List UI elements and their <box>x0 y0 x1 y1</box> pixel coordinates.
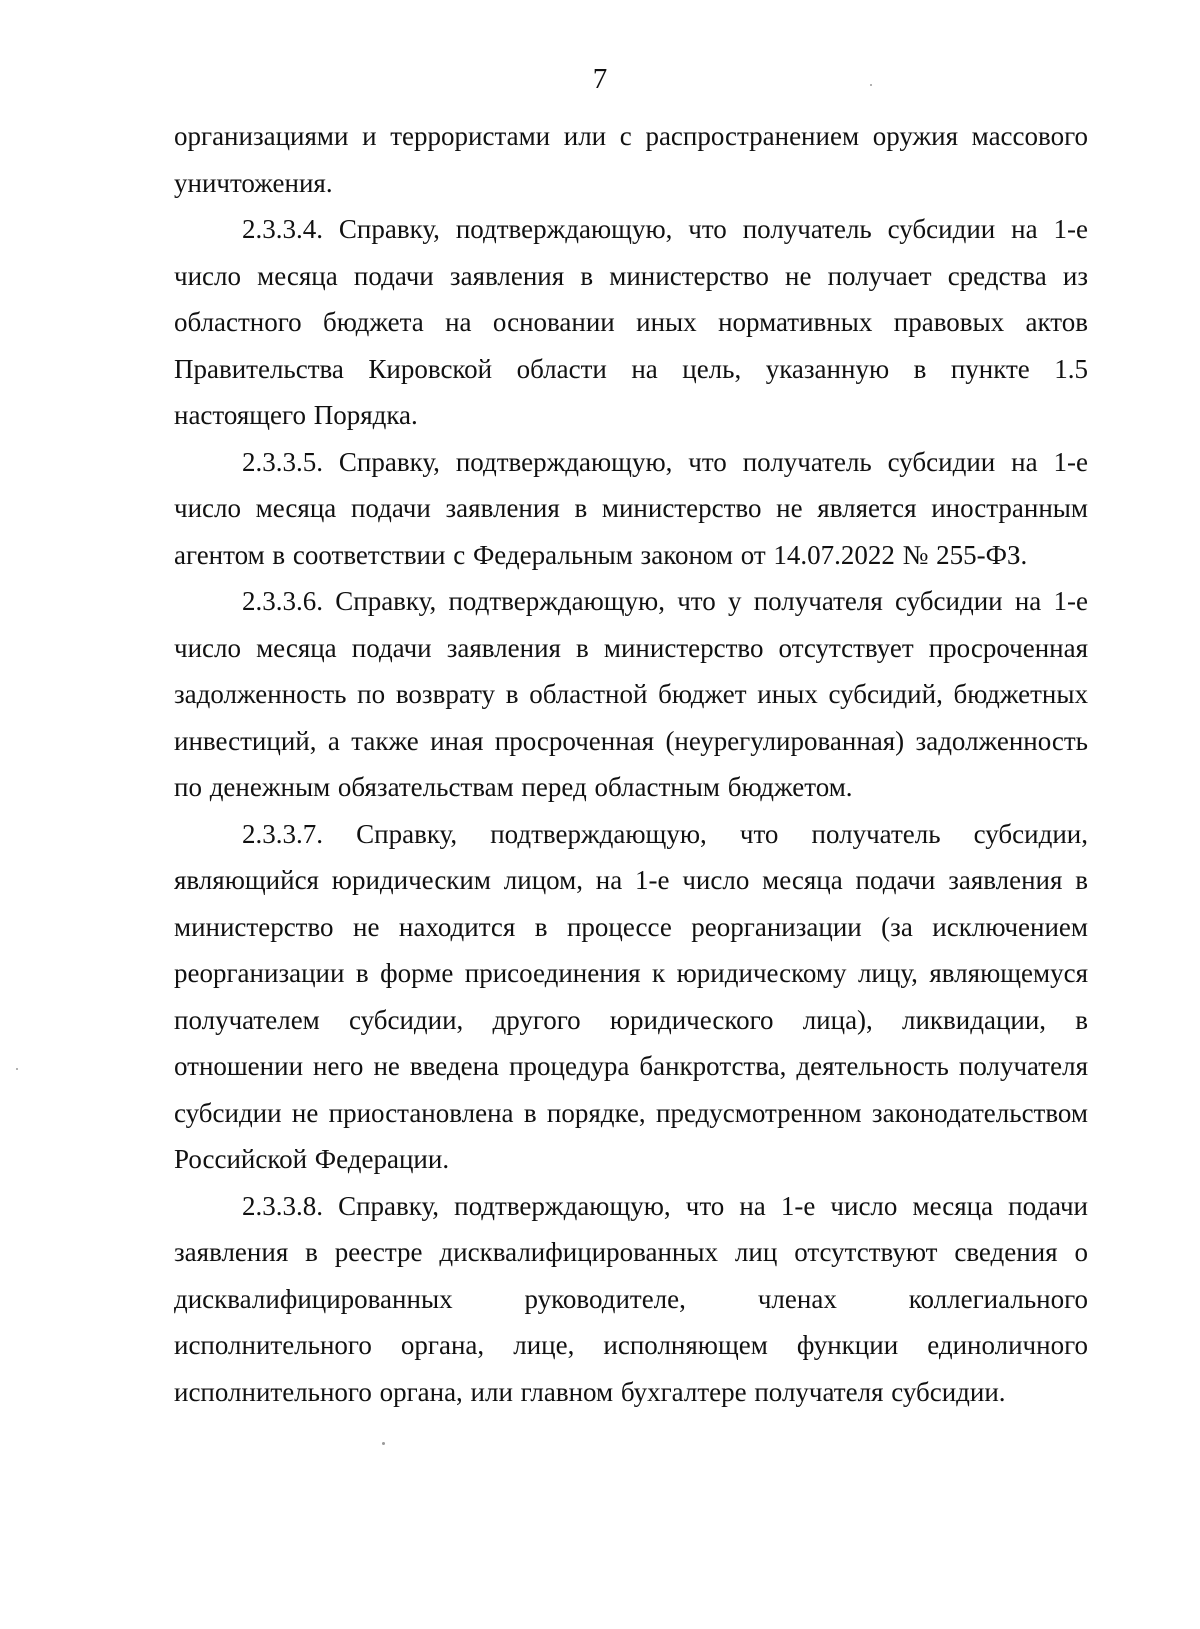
paragraph-2-3-3-8: 2.3.3.8. Справку, подтверждающую, что на 1-е число месяца подачи заявления в реестре дисквалифицированных лиц отсутствуют сведения о дисквалифицированных руководителе, членах коллегиального исполнительного органа, лице, исполняющем функции единоличного исполнительного органа, или главном бухгалтере получателя субсидии. <box>174 1190 1088 1407</box>
document-body <box>174 113 1088 1415</box>
scan-speck <box>870 84 872 86</box>
paragraph-continuation: организациями и террористами или с распространением оружия массового уничтожения. <box>174 121 1088 198</box>
scan-speck <box>382 1442 385 1445</box>
paragraph-2-3-3-5: 2.3.3.5. Справку, подтверждающую, что получатель субсидии на 1-е число месяца подачи заявления в министерство не является иностранным агентом в соответствии с Федеральным законом от 14.07.2022 № 255-ФЗ. <box>174 446 1088 570</box>
page-number: 7 <box>592 63 608 95</box>
scan-speck <box>16 1068 18 1070</box>
paragraph-2-3-3-4: 2.3.3.4. Справку, подтверждающую, что получатель субсидии на 1-е число месяца подачи заявления в министерство не получает средства из областного бюджета на основании иных нормативных правовых актов Правительства Кировской области на цель, указанную в пункте 1.5 настоящего Порядка. <box>174 214 1088 430</box>
paragraph-2-3-3-7: 2.3.3.7. Справку, подтверждающую, что получатель субсидии, являющийся юридическим лицом, на 1-е число месяца подачи заявления в министерство не находится в процессе реорганизации (за исключением реорганизации в форме присоединения к юридическому лицу, являющемуся получателем субсидии, другого юридического лица), ликвидации, в отношении него не введена процедура банкротства, деятельность получателя субсидии не приостановлена в порядке, предусмотренном законодательством Российской Федерации. <box>174 818 1088 1174</box>
paragraph-2-3-3-6: 2.3.3.6. Справку, подтверждающую, что у получателя субсидии на 1-е число месяца подачи заявления в министерство отсутствует просроченная задолженность по возврату в областной бюджет иных субсидий, бюджетных инвестиций, а также иная просроченная (неурегулированная) задолженность по денежным обязательствам перед областным бюджетом. <box>174 586 1088 802</box>
